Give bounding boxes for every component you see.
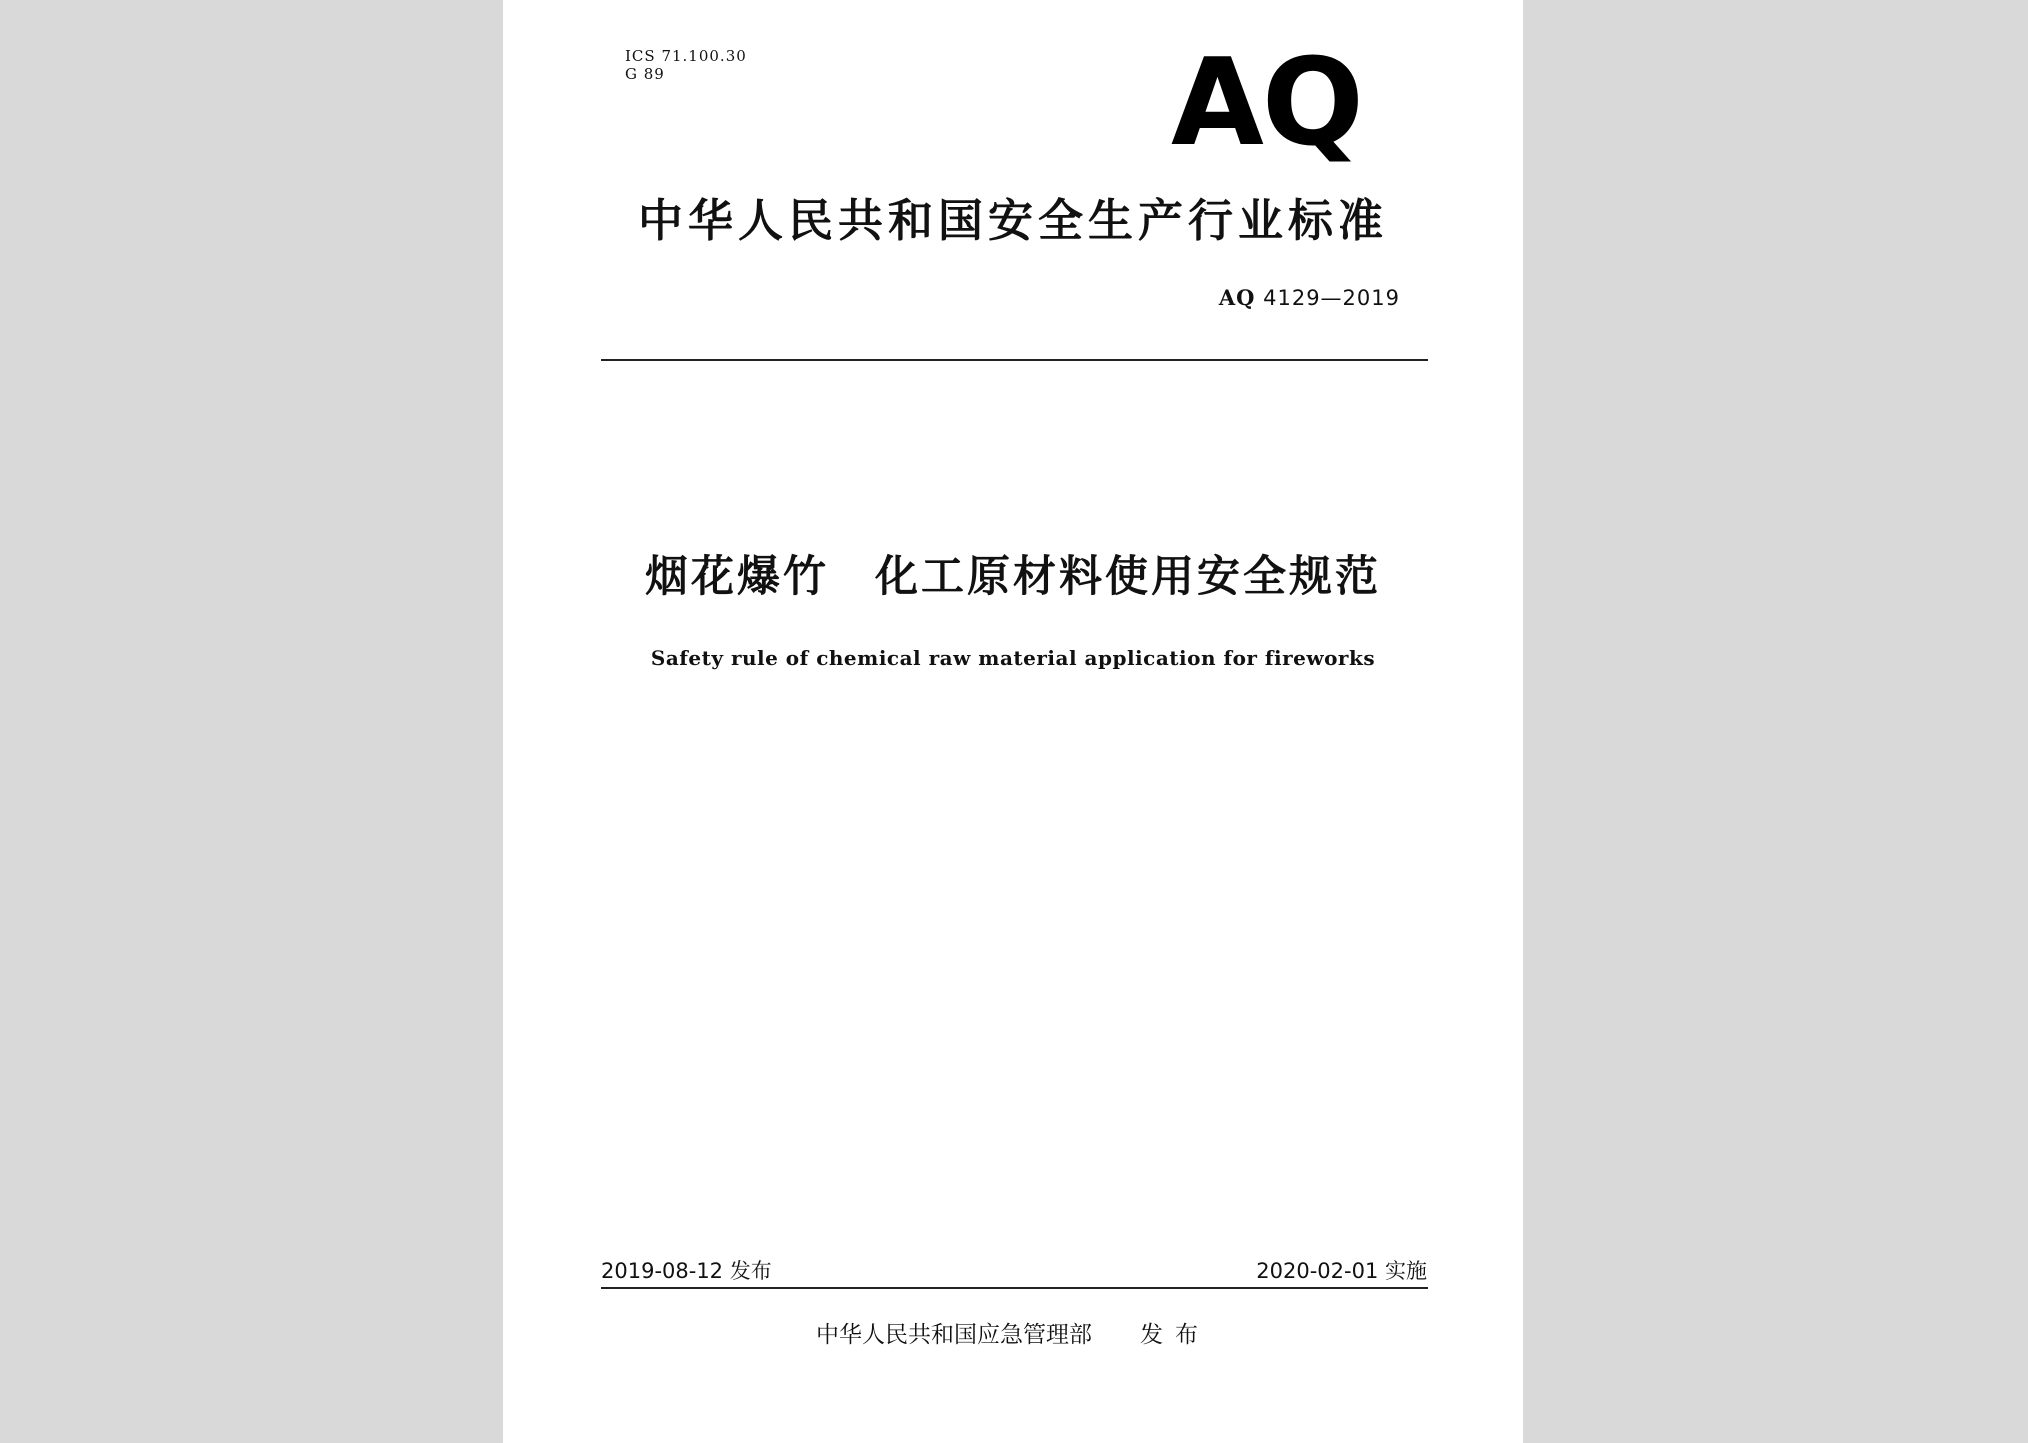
standard-code-prefix: AQ: [1218, 285, 1256, 310]
standard-code: [1219, 285, 1400, 311]
implementation-date: 2020-02-01 实施: [1256, 1259, 1427, 1283]
header-divider: [601, 359, 1428, 361]
standard-type-title: 中华人民共和国安全生产行业标准: [637, 194, 1388, 247]
footer-divider: [601, 1287, 1428, 1289]
ics-code: ICS 71.100.30: [625, 47, 747, 65]
standard-code-number: 4129—2019: [1263, 286, 1400, 310]
document-title-chinese: 烟花爆竹 化工原材料使用安全规范: [645, 552, 1381, 602]
document-title-english: Safety rule of chemical raw material application for fireworks: [650, 646, 1376, 670]
publisher-line: [503, 1320, 1523, 1350]
publisher-name: 中华人民共和国应急管理部: [816, 1322, 1092, 1348]
classification-codes: [625, 47, 747, 83]
publish-label: 发布: [1140, 1322, 1210, 1348]
issue-date: 2019-08-12 发布: [601, 1259, 772, 1283]
document-page: [503, 0, 1523, 1443]
aq-logo: AQ: [1171, 34, 1362, 173]
ccs-code: G 89: [625, 65, 665, 83]
